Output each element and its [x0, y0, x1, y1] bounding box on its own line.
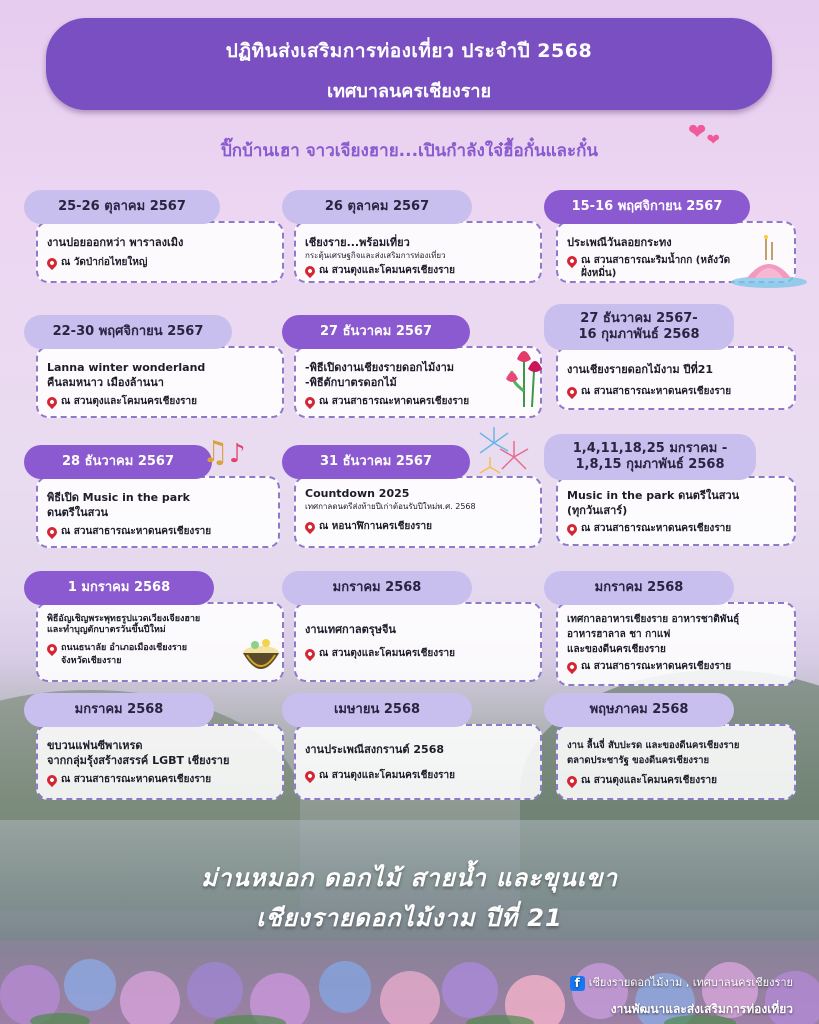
event-title-line2: และทำบุญตักบาตรวันขึ้นปีใหม่	[47, 625, 166, 635]
page-title: ปฏิทินส่งเสริมการท่องเที่ยว ประจำปี 2568	[225, 40, 593, 62]
event-title: Music in the park ดนตรีในสวน	[567, 489, 740, 502]
event-location: ณ สวนตุงและโคมนครเชียงราย	[305, 769, 532, 782]
event-location: ณ สวนสาธารณะหาดนครเชียงราย	[567, 385, 786, 398]
krathong-icon	[729, 230, 809, 290]
event-detail	[556, 476, 796, 546]
location-pin-icon	[565, 660, 579, 674]
event-detail	[556, 724, 796, 800]
event-detail	[294, 602, 542, 682]
event-title: งานเทศกาลตรุษจีน	[305, 623, 396, 636]
event-detail	[294, 221, 542, 283]
event-date: 25-26 ตุลาคม 2567	[24, 190, 220, 224]
event-location: ณ สวนตุงและโคมนครเชียงราย	[47, 395, 274, 408]
location-pin-icon	[45, 395, 59, 409]
event-date: 27 ธันวาคม 2567- 16 กุมภาพันธ์ 2568	[544, 304, 734, 350]
alms-bowl-icon	[238, 633, 284, 681]
location-pin-icon	[45, 773, 59, 787]
event-title-line3: และของดีนครเชียงราย	[567, 644, 666, 655]
location-pin-icon	[565, 774, 579, 788]
event-date: 1 มกราคม 2568	[24, 571, 214, 605]
event-location: ณ สวนตุงและโคมนครเชียงราย	[305, 264, 532, 277]
event-location: ณ หอนาฬิกานครเชียงราย	[305, 520, 532, 533]
event-location: ณ สวนตุงและโคมนครเชียงราย	[305, 647, 532, 660]
location-pin-icon	[303, 520, 317, 534]
event-title-line2: อาหารฮาลาล ชา กาแฟ	[567, 629, 671, 640]
event-location: ณ สวนสาธารณะริมน้ำกก (หลังวัดฝั่งหมิ่น)	[567, 254, 786, 280]
event-title: พิธีเปิด Music in the park	[47, 491, 190, 504]
page-subtitle: เทศบาลนครเชียงราย	[326, 81, 492, 102]
event-date: มกราคม 2568	[544, 571, 734, 605]
event-title: งาน ลื้นจี่ สับปะรด และของดีนครเชียงราย	[567, 740, 740, 751]
location-pin-icon	[45, 642, 59, 656]
music-notes-icon: ♫♪	[202, 435, 246, 470]
facebook-pages: เชียงรายดอกไม้งาม , เทศบาลนครเชียงราย	[588, 976, 793, 989]
event-title: งานประเพณีสงกรานต์ 2568	[305, 743, 445, 756]
event-detail	[36, 724, 284, 800]
event-title-line2: (ทุกวันเสาร์)	[567, 504, 628, 517]
heart-icon: $❤_❤$	[688, 120, 720, 149]
event-location: ถนนธนาลัย อำเภอเมืองเชียงราย จังหวัดเชียงราย	[47, 642, 274, 668]
event-title-line2: ตลาดประชารัฐ ของดีนครเชียงราย	[567, 755, 710, 766]
location-pin-icon	[303, 264, 317, 278]
event-title: Lanna winter wonderland	[47, 361, 206, 374]
event-date: มกราคม 2568	[282, 571, 472, 605]
event-date: 26 ตุลาคม 2567	[282, 190, 472, 224]
department-name: งานพัฒนาและส่งเสริมการท่องเที่ยว	[610, 1002, 793, 1016]
event-title: เทศกาลอาหารเชียงราย อาหารชาติพันธุ์	[567, 614, 740, 625]
event-date: มกราคม 2568	[24, 693, 214, 727]
event-title-line2: จากกลุ่มรุ้งสร้างสรรค์ LGBT เชียงราย	[47, 754, 230, 767]
header-banner	[46, 18, 772, 110]
event-title: งานเชียงรายดอกไม้งาม ปีที่21	[567, 363, 714, 376]
event-location: ณ สวนสาธารณะหาดนครเชียงราย	[305, 395, 532, 408]
event-detail	[294, 476, 542, 548]
event-detail	[556, 602, 796, 686]
event-date: 27 ธันวาคม 2567	[282, 315, 470, 349]
event-title: ประเพณีวันลอยกระทง	[567, 236, 672, 249]
event-location: ณ สวนสาธารณะหาดนครเชียงราย	[567, 660, 786, 673]
event-detail	[556, 346, 796, 410]
tulip-icon	[504, 331, 546, 409]
location-pin-icon	[303, 769, 317, 783]
facebook-icon: f	[570, 976, 585, 991]
event-title: งานปอยออกหว่า พาราลงเมิง	[47, 236, 184, 249]
slogan-text: ปิ๊กบ้านเฮา จาวเจียงฮาย...เปินกำลังใจ๋ฮื้อกั๋นและกั๋น	[221, 141, 598, 161]
location-pin-icon	[45, 256, 59, 270]
event-detail	[294, 724, 542, 800]
location-pin-icon	[303, 395, 317, 409]
event-title-line2: ดนตรีในสวน	[47, 506, 109, 519]
closing-line-2: เชียงรายดอกไม้งาม ปีที่ 21	[256, 904, 563, 932]
event-location: ณ สวนตุงและโคมนครเชียงราย	[567, 774, 786, 787]
location-pin-icon	[303, 647, 317, 661]
location-pin-icon	[565, 522, 579, 536]
fireworks-icon	[474, 423, 534, 483]
event-title: เชียงราย...พร้อมเที่ยว	[305, 236, 410, 249]
location-pin-icon	[45, 525, 59, 539]
event-location: ณ สวนสาธารณะหาดนครเชียงราย	[47, 525, 270, 538]
event-detail	[36, 346, 284, 418]
closing-line-1: ม่านหมอก ดอกไม้ สายน้ำ และขุนเขา	[201, 864, 618, 892]
event-title: -พิธีเปิดงานเชียงรายดอกไม้งาม	[305, 361, 455, 374]
event-date: 28 ธันวาคม 2567	[24, 445, 212, 479]
event-location: ณ วัดป่าก่อไทยใหญ่	[47, 256, 274, 269]
event-location: ณ สวนสาธารณะหาดนครเชียงราย	[47, 773, 274, 786]
event-subtitle: กระตุ้นเศรษฐกิจและส่งเสริมการท่องเที่ยว	[305, 251, 446, 260]
event-title: Countdown 2025	[305, 487, 410, 500]
event-date: เมษายน 2568	[282, 693, 472, 727]
event-date: 15-16 พฤศจิกายน 2567	[544, 190, 750, 224]
event-date: พฤษภาคม 2568	[544, 693, 734, 727]
event-date: 31 ธันวาคม 2567	[282, 445, 470, 479]
location-pin-icon	[565, 385, 579, 399]
event-date: 1,4,11,18,25 มกราคม - 1,8,15 กุมภาพันธ์ 2568	[544, 434, 756, 480]
location-pin-icon	[565, 254, 579, 268]
event-location: ณ สวนสาธารณะหาดนครเชียงราย	[567, 522, 786, 535]
event-title: พิธีอัญเชิญพระพุทธรูปแวดเวียงเจียงฮาย	[47, 614, 201, 624]
event-title-line2: -พิธีตักบาตรดอกไม้	[305, 376, 397, 389]
footer	[570, 970, 793, 1022]
event-title: ขบวนแฟนซีพาเหรด	[47, 739, 143, 752]
event-detail	[36, 221, 284, 283]
event-subtitle: เทศกาลดนตรีส่งท้ายปีเก่าต้อนรับปีใหม่พ.ศ. 2568	[305, 502, 476, 511]
event-date: 22-30 พฤศจิกายน 2567	[24, 315, 232, 349]
event-title-line2: คืนลมหนาว เมืองล้านนา	[47, 376, 164, 389]
event-detail	[36, 476, 280, 548]
